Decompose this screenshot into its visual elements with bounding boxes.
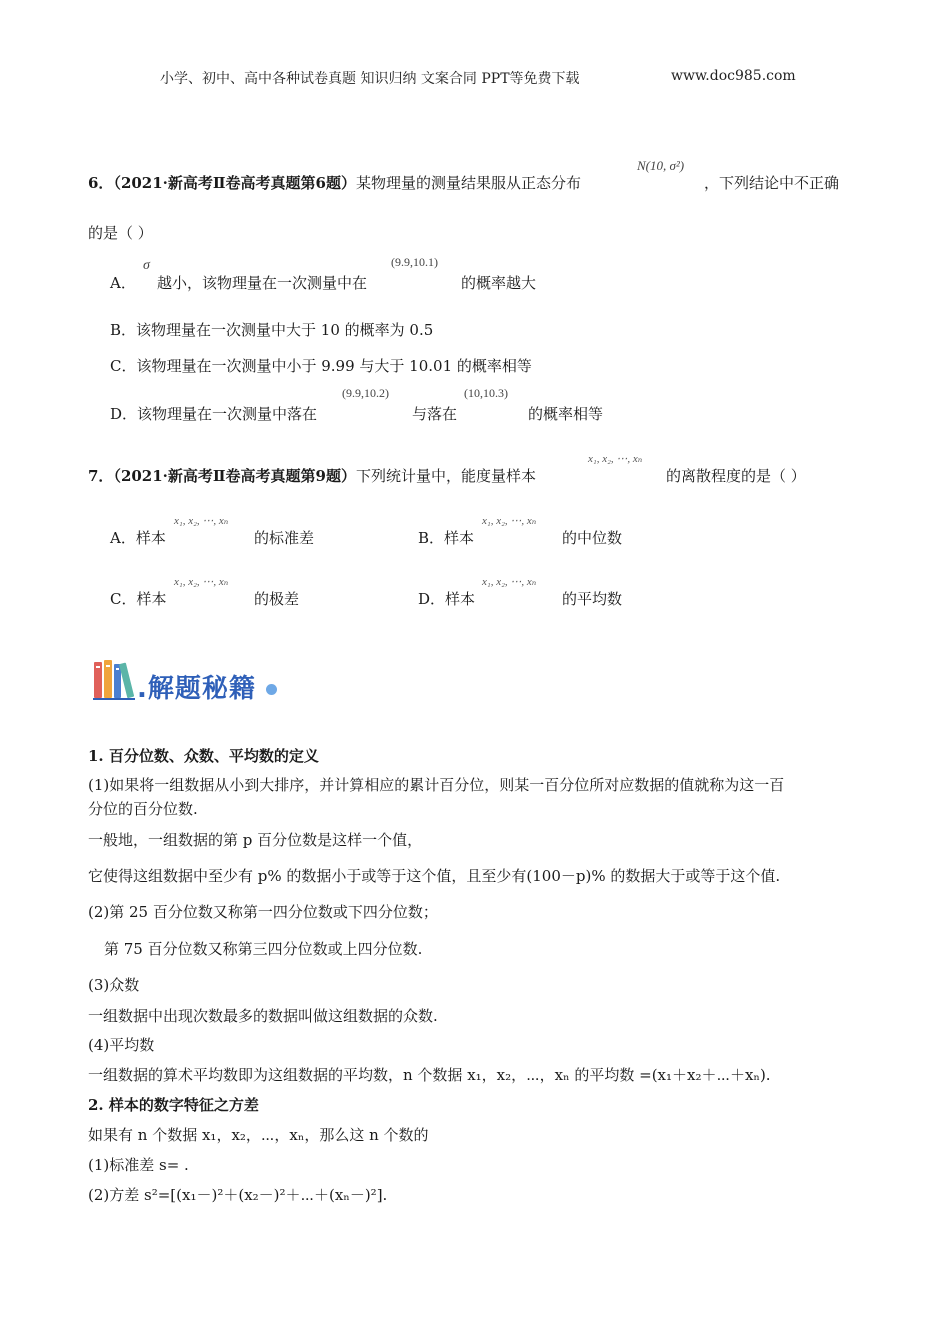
notes-p2: 一般地，一组数据的第 p 百分位数是这样一个值， — [88, 831, 423, 849]
q6-stem-a: 某物理量的测量结果服从正态分布 — [356, 174, 582, 192]
q7-option-d-end: 的平均数 — [562, 590, 623, 608]
q7-option-b-label: B．样本 — [418, 529, 475, 547]
banner-title: .解题秘籍 — [137, 674, 256, 704]
notes-p7: 一组数据中出现次数最多的数据叫做这组数据的众数. — [88, 1007, 438, 1025]
banner-dot — [266, 684, 277, 695]
books-icon — [92, 658, 136, 700]
q7-option-a-sample: x₁, x₂, ⋯, xₙ — [174, 515, 229, 527]
q6-option-a-text2: 的概率越大 — [461, 274, 537, 292]
q7-sample-stem: x₁, x₂, ⋯, xₙ — [588, 453, 643, 465]
header-site: www.doc985.com — [671, 68, 796, 84]
q7-stem — [88, 465, 536, 486]
q7-option-d-sample: x₁, x₂, ⋯, xₙ — [482, 576, 537, 588]
q7-number: 7． — [88, 467, 114, 485]
q6-stem-b: ，下列结论中不正确 — [704, 174, 840, 192]
q7-option-c-label: C．样本 — [110, 590, 167, 608]
q7-option-b-end: 的中位数 — [562, 529, 623, 547]
notes-heading-2: 2. 样本的数字特征之方差 — [88, 1096, 259, 1114]
q6-option-d-interval2: (10,10.3) — [464, 386, 508, 400]
q6-source: （2021·新高考Ⅱ卷高考真题第6题） — [113, 174, 356, 192]
q7-option-c-end: 的极差 — [254, 590, 300, 608]
notes-p9: 一组数据的算术平均数即为这组数据的平均数，n 个数据 x₁，x₂，⋯，xₙ 的平均数 =(x₁＋x₂＋⋯＋xₙ). — [88, 1066, 771, 1084]
q6-option-c: C．该物理量在一次测量中小于 9.99 与大于 10.01 的概率相等 — [110, 357, 532, 375]
notes-p5: 第 75 百分位数又称第三四分位数或上四分位数. — [104, 940, 423, 958]
q6-option-a-interval: (9.9,10.1) — [391, 255, 438, 269]
notes-p11: (1)标准差 s= . — [88, 1156, 189, 1174]
q6-option-d-interval1: (9.9,10.2) — [342, 386, 389, 400]
q7-source: （2021·新高考Ⅱ卷高考真题第9题） — [113, 467, 356, 485]
q7-option-c-sample: x₁, x₂, ⋯, xₙ — [174, 576, 229, 588]
q6-option-d-text3: 的概率相等 — [528, 405, 604, 423]
q7-option-d-label: D．样本 — [418, 590, 476, 608]
q6-distribution: N(10, σ²) — [637, 158, 685, 173]
q6-option-d-text2: 与落在 — [412, 405, 458, 423]
notes-p4: (2)第 25 百分位数又称第一四分位数或下四分位数； — [88, 903, 438, 921]
q7-stem-a: 下列统计量中，能度量样本 — [356, 467, 537, 485]
q7-stem-b: 的离散程度的是（ ） — [666, 467, 806, 485]
notes-heading-1: 1. 百分位数、众数、平均数的定义 — [88, 747, 319, 765]
notes-p6: (3)众数 — [88, 976, 140, 994]
q7-option-b-sample: x₁, x₂, ⋯, xₙ — [482, 515, 537, 527]
q7-option-a-label: A．样本 — [110, 529, 166, 547]
q6-stem — [88, 172, 581, 193]
q6-option-b: B．该物理量在一次测量中大于 10 的概率为 0.5 — [110, 321, 434, 339]
q6-option-a-sigma: σ — [143, 258, 150, 273]
q6-option-a-label: A． — [110, 274, 136, 292]
notes-p1b: 分位的百分位数. — [88, 800, 198, 818]
notes-p8: (4)平均数 — [88, 1036, 155, 1054]
q6-number: 6． — [88, 174, 114, 192]
notes-p3: 它使得这组数据中至少有 p% 的数据小于或等于这个值，且至少有(100－p)% 的数据大于或等于这个值. — [88, 867, 781, 885]
q6-option-a-text1: 越小，该物理量在一次测量中在 — [157, 274, 368, 292]
q6-option-d-text1: D．该物理量在一次测量中落在 — [110, 405, 318, 423]
q6-stem-c: 的是（ ） — [88, 224, 153, 242]
notes-p1a: (1)如果将一组数据从小到大排序，并计算相应的累计百分位，则某一百分位所对应数据的值就称为这一百 — [88, 776, 785, 794]
notes-p12: (2)方差 s²=[(x₁－)²＋(x₂－)²＋⋯＋(xₙ－)²]. — [88, 1186, 388, 1204]
header-tagline: 小学、初中、高中各种试卷真题 知识归纳 文案合同 PPT等免费下载 — [160, 71, 580, 87]
notes-p10: 如果有 n 个数据 x₁，x₂，⋯，xₙ，那么这 n 个数的 — [88, 1126, 429, 1144]
q7-option-a-end: 的标准差 — [254, 529, 315, 547]
